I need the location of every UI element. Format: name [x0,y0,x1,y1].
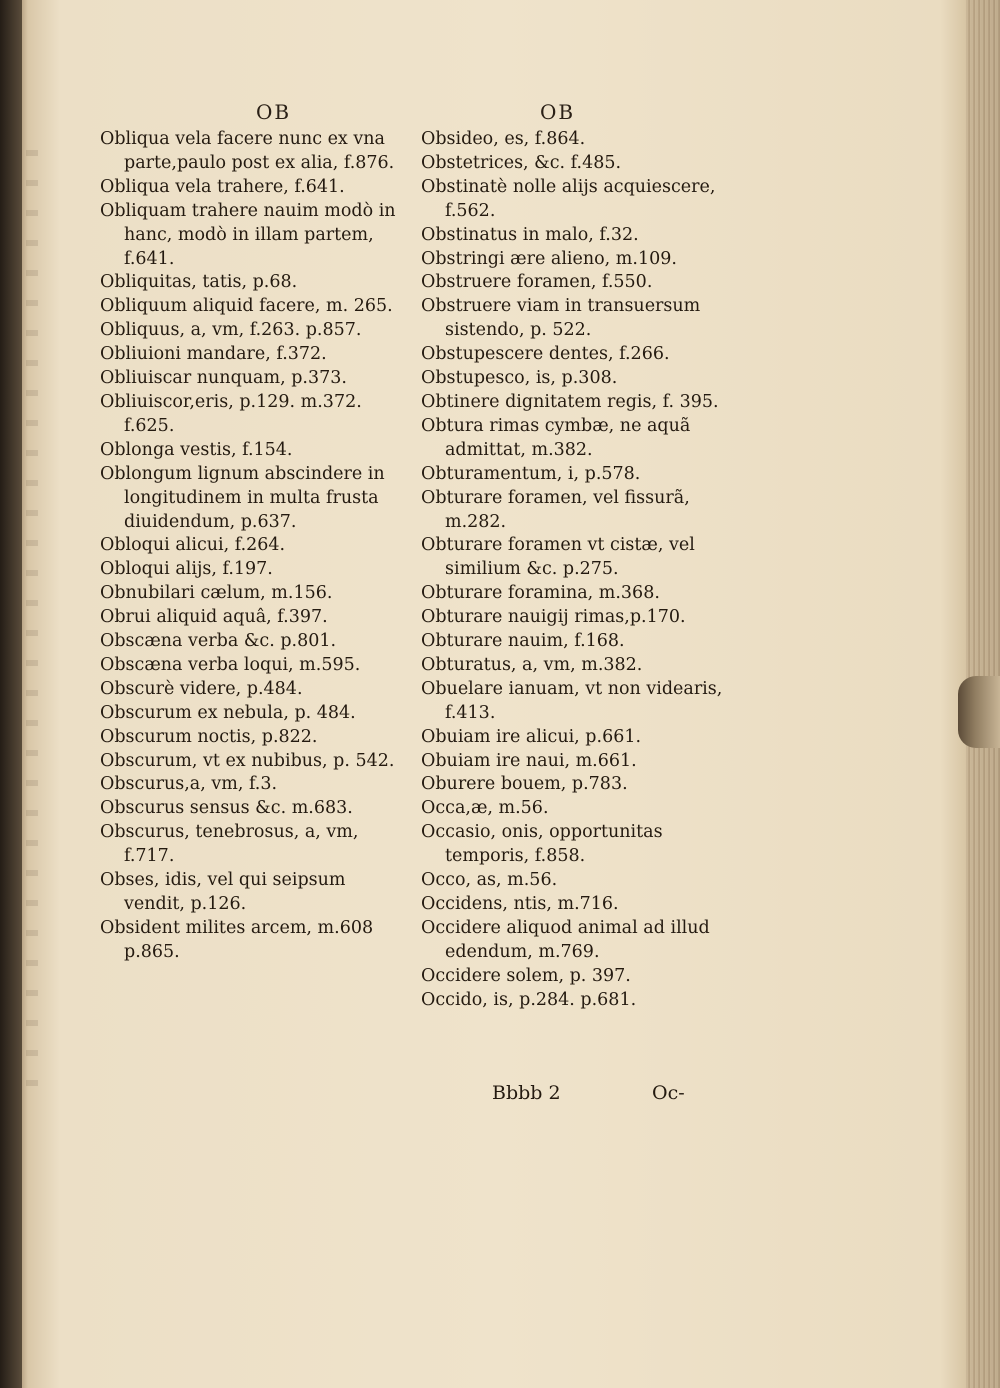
index-entry: Obstinatè nolle alijs acquiescere, f.562. [421,176,716,221]
index-entry: Obturamentum, i, p.578. [421,463,641,484]
left-column [100,128,405,965]
thumb-tab [958,676,1000,748]
index-entry: Obliuioni mandare, f.372. [100,344,327,365]
index-entry: Obturare foramen, vel fissurã, m.282. [421,487,690,532]
header-left: OB [256,100,292,124]
index-entry: Occidere aliquod animal ad illud edendum, m.769. [421,917,710,962]
index-entry: Obscurus, tenebrosus, a, vm, f.717. [100,822,359,867]
index-entry: Obstinatus in malo, f.32. [421,224,639,245]
index-entry: Obscurum noctis, p.822. [100,726,318,747]
show-through-bleed [26,150,38,1110]
catchword: Oc- [652,1082,685,1104]
index-entry: Occido, is, p.284. p.681. [421,989,637,1010]
index-entry: Obtinere dignitatem regis, f. 395. [421,391,719,412]
index-entry: Obstetrices, &c. f.485. [421,152,622,173]
index-entry: Obturare nauigij rimas,p.170. [421,607,686,628]
index-entry: Oblongum lignum abscindere in longitudinem in multa frusta diuidendum, p.637. [100,463,385,532]
index-entry: Obscurum ex nebula, p. 484. [100,702,356,723]
index-entry: Obscurum, vt ex nubibus, p. 542. [100,750,395,771]
page-footer [0,1082,1000,1112]
index-entry: Obstupescere dentes, f.266. [421,344,670,365]
index-entry: Oburere bouem, p.783. [421,774,628,795]
index-entry: Obuiam ire alicui, p.661. [421,726,642,747]
index-entry: Obturatus, a, vm, m.382. [421,654,643,675]
index-entry: Obstruere viam in transuersum sistendo, p. 522. [421,296,701,341]
index-entry: Obscurus sensus &c. m.683. [100,798,353,819]
index-entry: Obscæna verba &c. p.801. [100,631,337,652]
index-entry: Obstupesco, is, p.308. [421,368,618,389]
index-entry: Obscæna verba loqui, m.595. [100,654,361,675]
index-entry: Obloqui alijs, f.197. [100,559,273,580]
index-entry: Obscurè videre, p.484. [100,678,303,699]
right-column [421,128,731,1013]
index-entry: Obliquus, a, vm, f.263. p.857. [100,320,362,341]
index-entry: Obturare foramen vt cistæ, vel similium &c. p.275. [421,535,695,580]
index-entry: Obstringi ære alieno, m.109. [421,248,677,269]
index-entry: Obtura rimas cymbæ, ne aquã admittat, m.382. [421,415,691,460]
index-entry: Obloqui alicui, f.264. [100,535,286,556]
index-entry: Obliuiscor,eris, p.129. m.372. f.625. [100,391,362,436]
index-entry: Obsideo, es, f.864. [421,129,586,149]
book-gutter-shadow [0,0,22,1388]
index-entry: Obuelare ianuam, vt non videaris, f.413. [421,678,723,723]
index-entry: Obses, idis, vel qui seipsum vendit, p.126. [100,870,346,914]
index-entry: Obturare nauim, f.168. [421,631,625,652]
index-entry: Obscurus,a, vm, f.3. [100,774,278,795]
index-entry: Obsident milites arcem, m.608 p.865. [100,917,374,962]
index-entry: Obliquam trahere nauim modò in hanc, modò in illam partem, f.641. [100,200,396,269]
index-entry: Obliquitas, tatis, p.68. [100,272,298,293]
index-entry: Oblonga vestis, f.154. [100,439,293,460]
header-right: OB [540,100,576,124]
index-entry: Occa,æ, m.56. [421,798,549,819]
index-entry: Obuiam ire naui, m.661. [421,750,637,771]
index-entry: Obliuiscar nunquam, p.373. [100,368,347,389]
index-entry: Obstruere foramen, f.550. [421,272,653,293]
index-entry: Obnubilari cælum, m.156. [100,583,333,604]
index-entry: Obliqua vela trahere, f.641. [100,176,345,197]
index-entry: Occidens, ntis, m.716. [421,894,619,914]
index-entry: Occidere solem, p. 397. [421,965,631,986]
index-entry: Occo, as, m.56. [421,870,558,891]
index-entry: Occasio, onis, opportunitas temporis, f.858. [421,822,663,867]
signature-mark: Bbbb 2 [492,1082,561,1104]
index-entry: Obliqua vela facere nunc ex vna parte,paulo post ex alia, f.876. [100,129,395,173]
index-entry: Obrui aliquid aquâ, f.397. [100,607,328,628]
index-entry: Obliquum aliquid facere, m. 265. [100,296,393,317]
index-entry: Obturare foramina, m.368. [421,583,660,604]
